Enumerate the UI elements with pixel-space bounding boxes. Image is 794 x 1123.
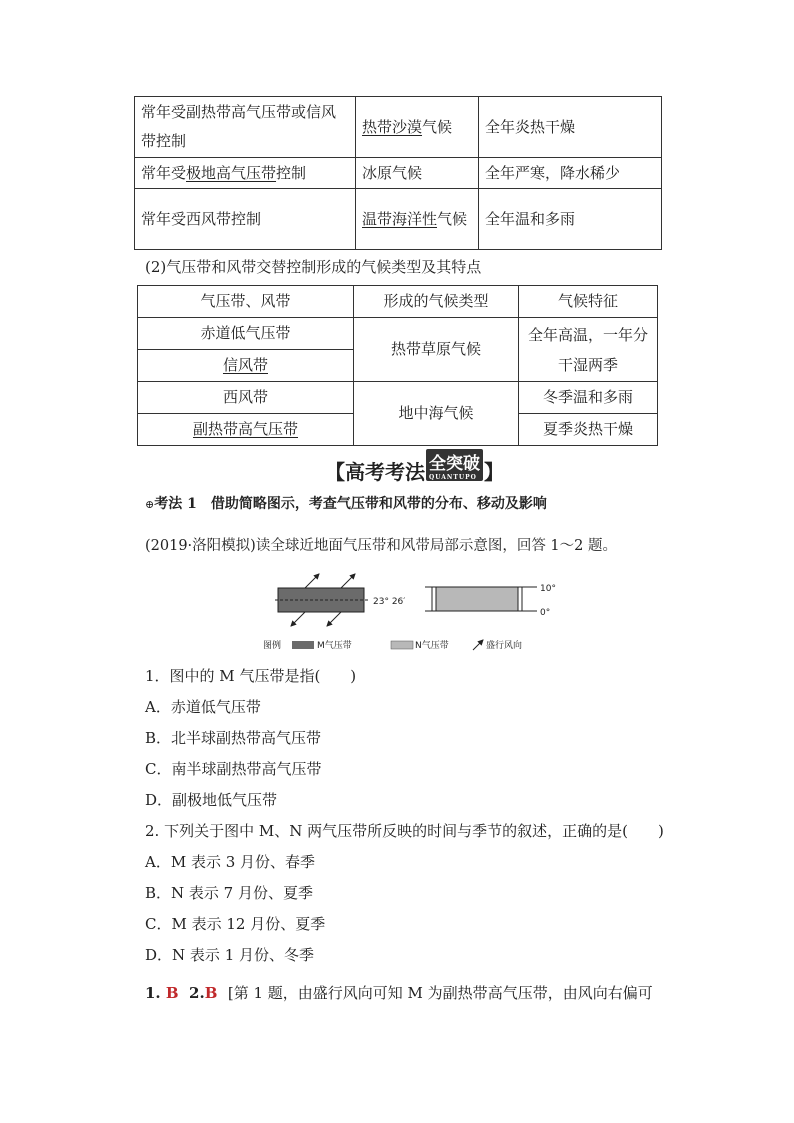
legend-n-label: N气压带: [415, 641, 449, 651]
table-cell: 全年炎热干燥: [479, 97, 662, 158]
question-2-option: C．M 表示 12 月份、夏季: [145, 915, 326, 933]
legend-wind-icon: [473, 640, 483, 650]
table-cell: 常年受副热带高气压带或信风带控制: [135, 97, 356, 158]
wind-arrow: [305, 574, 319, 588]
question-2-stem: 2. 下列关于图中 M、N 两气压带所反映的时间与季节的叙述，正确的是( ): [145, 822, 664, 840]
question-1-option: B．北半球副热带高气压带: [145, 729, 322, 747]
table-header-row: [138, 286, 658, 318]
table-header: 气候特征: [519, 286, 658, 318]
table-row: [135, 189, 662, 250]
table-cell: 西风带: [138, 382, 354, 414]
table-2-caption: (2)气压带和风带交替控制形成的气候类型及其特点: [145, 258, 482, 276]
table-row: [135, 97, 662, 158]
table-cell: 全年严寒，降水稀少: [479, 158, 662, 189]
wind-arrow: [327, 612, 341, 626]
question-1-option: D．副极地低气压带: [145, 791, 278, 809]
table-cell: 常年受极地高气压带控制: [135, 158, 356, 189]
table-cell: 冬季温和多雨: [519, 382, 658, 414]
climate-table-2: [137, 285, 658, 446]
table-cell: 热带沙漠气候: [356, 97, 479, 158]
table-cell: 副热带高气压带: [138, 414, 354, 446]
table-row: [138, 382, 658, 414]
table-row: [138, 318, 658, 350]
kaofa-heading: ⊕考法 1 借助简略图示，考查气压带和风带的分布、移动及影响: [145, 496, 547, 512]
answer-line: 1. B 2.B [第 1 题，由盛行风向可知 M 为副热带高气压带，由风向右偏可: [145, 984, 653, 1002]
table-cell: 地中海气候: [354, 382, 519, 446]
latitude-label: 23° 26′: [373, 597, 406, 607]
question-1-option: C．南半球副热带高气压带: [145, 760, 322, 778]
climate-table-1: [134, 96, 662, 250]
tick-label-10: 10°: [540, 584, 556, 594]
answer-1: B: [165, 984, 179, 1002]
legend-title: 图例: [263, 641, 282, 651]
table-cell: 全年高温，一年分干湿两季: [519, 318, 658, 382]
legend-m-swatch: [292, 641, 314, 649]
legend-wind-label: 盛行风向: [486, 641, 523, 651]
question-2-option: B．N 表示 7 月份、夏季: [145, 884, 313, 902]
legend-m-label: M气压带: [317, 641, 352, 651]
table-cell: 全年温和多雨: [479, 189, 662, 250]
tick-label-0: 0°: [540, 608, 551, 618]
table-header: 气压带、风带: [138, 286, 354, 318]
table-row: [135, 158, 662, 189]
table-cell: 常年受西风带控制: [135, 189, 356, 250]
table-cell: 赤道低气压带: [138, 318, 354, 350]
question-2-option: A．M 表示 3 月份、春季: [145, 853, 316, 871]
answer-2: B: [204, 984, 218, 1002]
banner-badge: 全突破 QUANTUPO: [426, 449, 483, 481]
legend-n-swatch: [391, 641, 413, 649]
pressure-belt-figure: [255, 568, 565, 654]
n-pressure-belt: [436, 587, 518, 611]
section-banner: 【高考考法 全突破 QUANTUPO 】: [325, 449, 504, 485]
table-header: 形成的气候类型: [354, 286, 519, 318]
table-cell: 热带草原气候: [354, 318, 519, 382]
wind-arrow: [341, 574, 355, 588]
question-1-stem: 1．图中的 M 气压带是指( ): [145, 667, 357, 685]
question-2-option: D．N 表示 1 月份、冬季: [145, 946, 314, 964]
kaofa-icon: ⊕: [145, 498, 155, 511]
table-cell: 温带海洋性气候: [356, 189, 479, 250]
answer-explanation: [第 1 题，由盛行风向可知 M 为副热带高气压带，由风向右偏可: [227, 984, 653, 1002]
table-cell: 信风带: [138, 350, 354, 382]
table-cell: 冰原气候: [356, 158, 479, 189]
question-intro: (2019·洛阳模拟)读全球近地面气压带和风带局部示意图，回答 1～2 题。: [145, 538, 617, 554]
table-cell: 夏季炎热干燥: [519, 414, 658, 446]
question-1-option: A．赤道低气压带: [145, 698, 261, 716]
wind-arrow: [291, 612, 305, 626]
